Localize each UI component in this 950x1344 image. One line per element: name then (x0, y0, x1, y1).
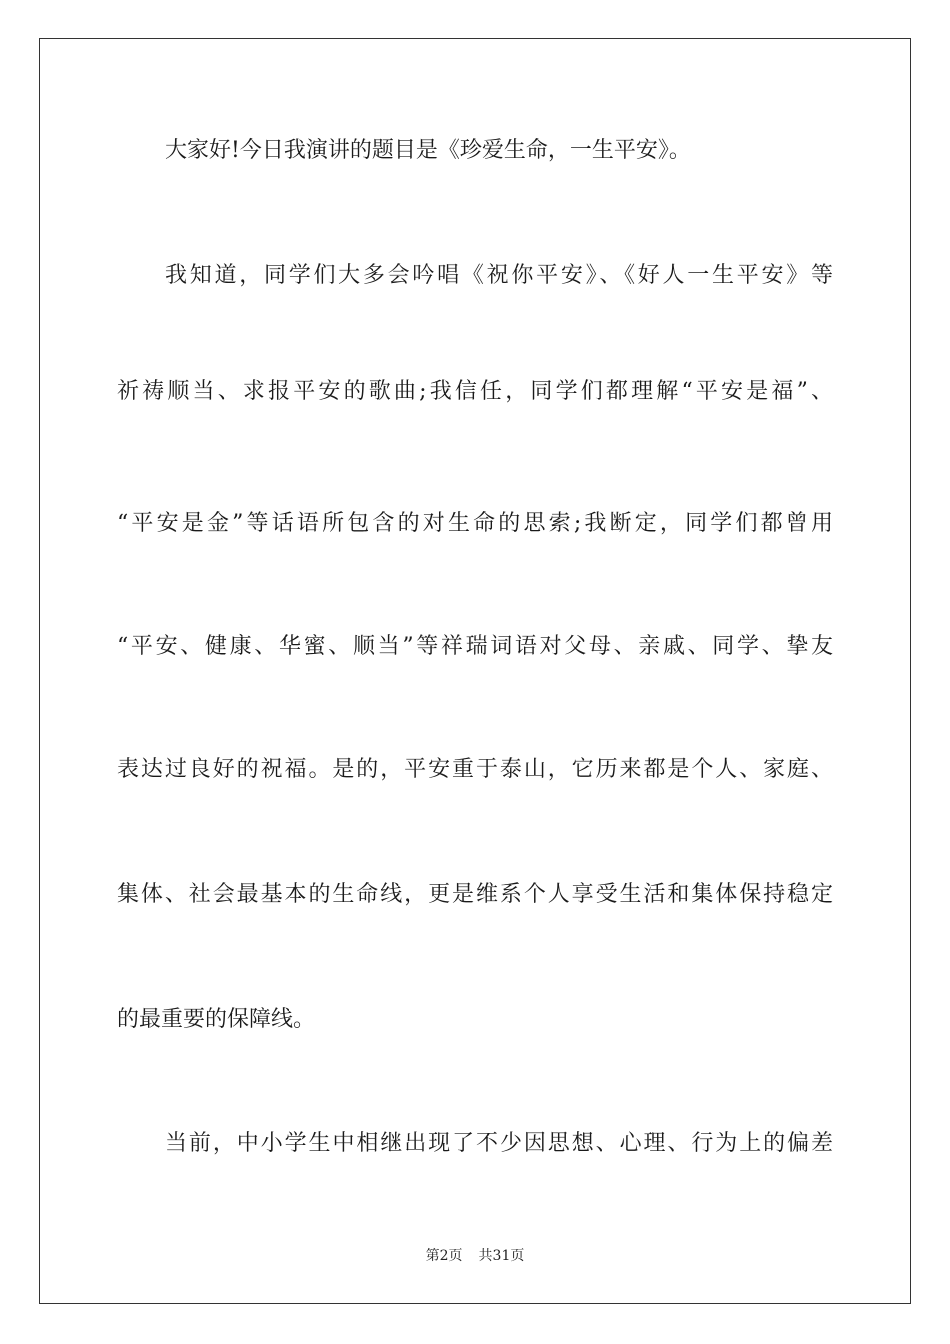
page-number-current: 第2页 (425, 1248, 463, 1264)
paragraph-1-line-1: 大家好!今日我演讲的题目是《珍爱生命，一生平安》。 (165, 138, 691, 163)
page-number-total: 共31页 (478, 1248, 525, 1264)
paragraph-2-line-7: 的最重要的保障线。 (117, 1007, 316, 1032)
paragraph-2-line-3: “平安是金”等话语所包含的对生命的思索;我断定，同学们都曾用 (117, 511, 833, 536)
page-footer (0, 1246, 950, 1266)
paragraph-3-line-1: 当前，中小学生中相继出现了不少因思想、心理、行为上的偏差 (165, 1131, 833, 1156)
paragraph-2-line-6: 集体、社会最基本的生命线，更是维系个人享受生活和集体保持稳定 (117, 882, 833, 907)
paragraph-2-line-2: 祈祷顺当、求报平安的歌曲;我信任，同学们都理解“平安是福”、 (117, 379, 833, 404)
paragraph-2-line-5: 表达过良好的祝福。是的，平安重于泰山，它历来都是个人、家庭、 (117, 757, 833, 782)
paragraph-2-line-4: “平安、健康、华蜜、顺当”等祥瑞词语对父母、亲戚、同学、挚友 (117, 634, 833, 659)
page-frame (39, 38, 911, 1304)
paragraph-2-line-1: 我知道，同学们大多会吟唱《祝你平安》、《好人一生平安》等 (165, 263, 833, 288)
